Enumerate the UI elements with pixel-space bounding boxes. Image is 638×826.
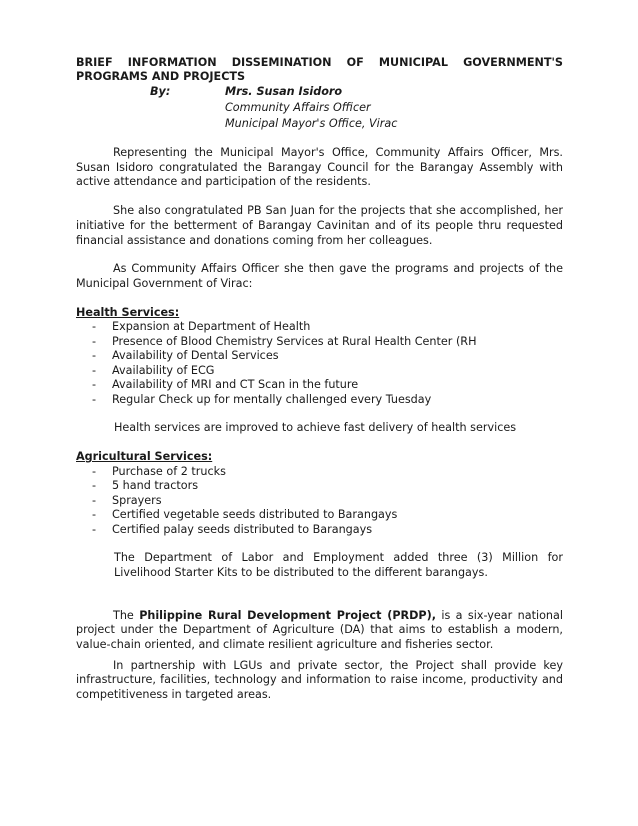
list-item: - Presence of Blood Chemistry Services at Rural Health Center (RH xyxy=(92,334,477,348)
paragraph-congratulated: She also congratulated PB San Juan for the projects that she accomplished, her initiative for the betterment of Barangay Cavinitan and of its people thru requested financial assistance and donations coming from her colleagues. xyxy=(76,204,563,247)
list-dash: - xyxy=(92,378,97,392)
list-item: - Availability of MRI and CT Scan in the future xyxy=(92,378,359,392)
list-dash: - xyxy=(92,392,97,406)
agricultural-services-heading: Agricultural Services: xyxy=(76,450,213,464)
list-item: - Sprayers xyxy=(92,493,162,507)
health-services-note: Health services are improved to achieve fast delivery of health services xyxy=(114,421,517,435)
health-services-heading: Health Services: xyxy=(76,305,180,319)
list-item: - Purchase of 2 trucks xyxy=(92,464,226,478)
paragraph-programs-intro: As Community Affairs Officer she then gave the programs and projects of the Municipal Government of Virac: xyxy=(76,262,563,290)
list-dash: - xyxy=(92,508,97,522)
list-dash: - xyxy=(92,479,97,493)
prdp-name: Philippine Rural Development Project (PRDP), xyxy=(139,608,436,622)
list-dash: - xyxy=(92,349,97,363)
list-dash: - xyxy=(92,320,97,334)
list-dash: - xyxy=(92,363,97,377)
list-item: - Expansion at Department of Health xyxy=(92,320,311,334)
list-item: - 5 hand tractors xyxy=(92,479,199,493)
list-item: - Certified vegetable seeds distributed to Barangays xyxy=(92,508,398,522)
livelihood-note: The Department of Labor and Employment added three (3) Million for Livelihood Starter Kits to be distributed to the different barangays. xyxy=(114,551,563,579)
list-dash: - xyxy=(92,522,97,536)
list-item: - Certified palay seeds distributed to Barangays xyxy=(92,522,373,536)
document-page xyxy=(76,56,563,703)
author-office: Municipal Mayor's Office, Virac xyxy=(225,117,398,130)
list-item: - Availability of Dental Services xyxy=(92,349,279,363)
list-dash: - xyxy=(92,464,97,478)
byline xyxy=(150,84,563,132)
author-position: Community Affairs Officer xyxy=(225,101,371,114)
agricultural-services-list xyxy=(76,465,563,538)
paragraph-representing: Representing the Municipal Mayor's Office, Community Affairs Officer, Mrs. Susan Isidoro congratulated the Barangay Council for the Barangay Assembly with active attendance and participation of the residents. xyxy=(76,146,563,189)
health-services-list xyxy=(76,320,563,407)
paragraph-prdp: The Philippine Rural Development Project (PRDP), is a six-year national project under the Department of Agriculture (DA) that aims to establish a modern, value-chain oriented, and climate resilient agriculture and fisheries sector. xyxy=(76,608,563,652)
document-title: BRIEF INFORMATION DISSEMINATION OF MUNICIPAL GOVERNMENT'S PROGRAMS AND PROJECTS xyxy=(76,56,563,83)
author-name: Mrs. Susan Isidoro xyxy=(225,85,343,98)
list-dash: - xyxy=(92,493,97,507)
list-item: - Regular Check up for mentally challenged every Tuesday xyxy=(92,392,432,406)
list-item: - Availability of ECG xyxy=(92,363,215,377)
byline-label: By: xyxy=(150,85,171,98)
paragraph-partnership: In partnership with LGUs and private sector, the Project shall provide key infrastructure, facilities, technology and information to raise income, productivity and competitiveness in targeted areas. xyxy=(76,658,563,702)
list-dash: - xyxy=(92,334,97,348)
